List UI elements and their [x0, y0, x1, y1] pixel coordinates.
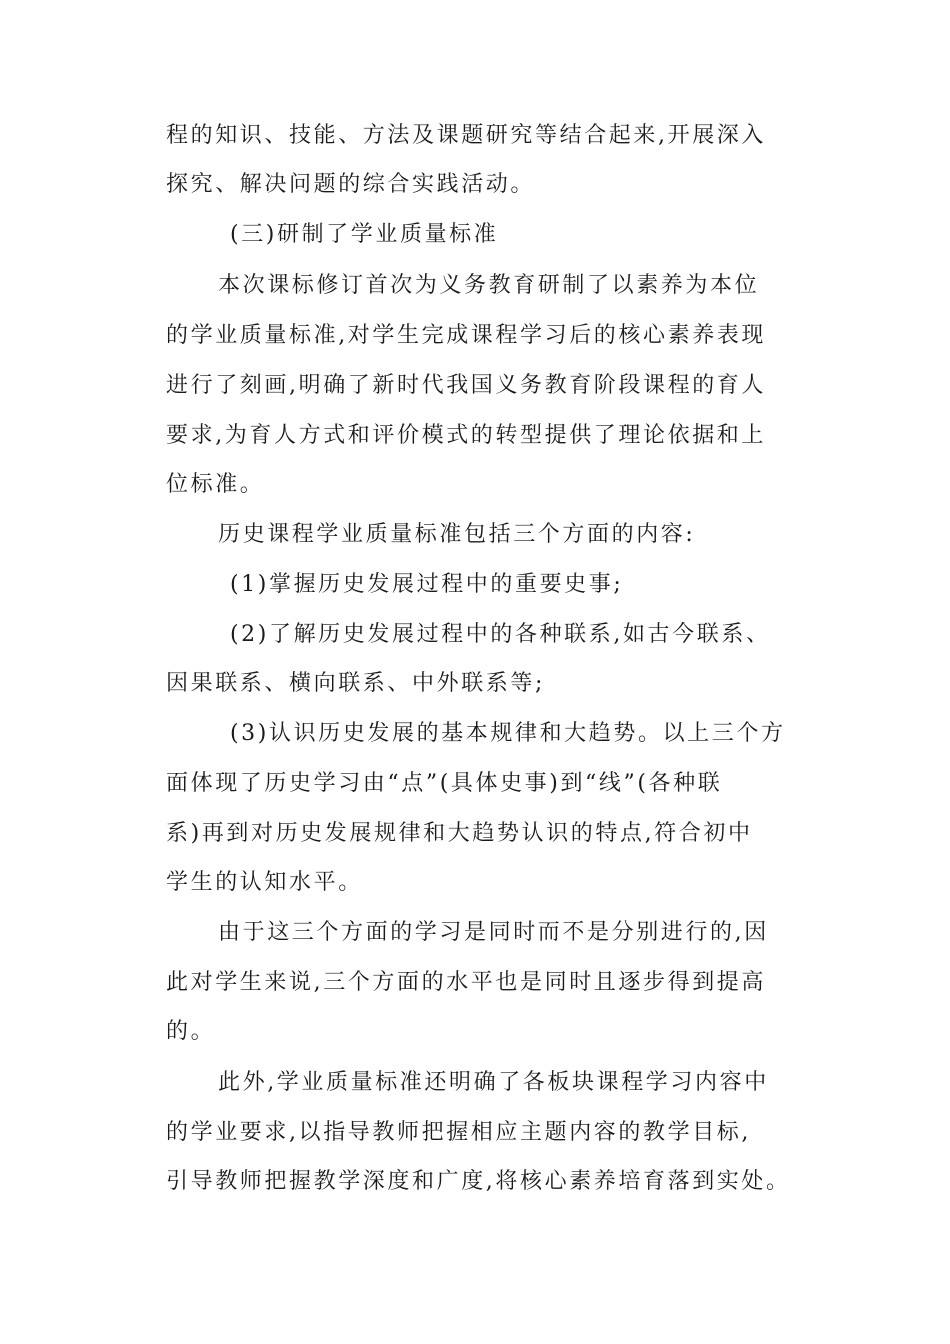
list-item: (2)了解历史发展过程中的各种联系,如古今联系、 [230, 622, 771, 647]
text-line: 学生的认知水平。 [166, 870, 363, 895]
text-line: 由于这三个方面的学习是同时而不是分别进行的,因 [218, 920, 769, 945]
section-heading: (三)研制了学业质量标准 [230, 222, 499, 247]
text-line: 要求,为育人方式和评价模式的转型提供了理论依据和上 [166, 423, 766, 448]
text-line: 本次课标修订首次为义务教育研制了以素养为本位 [218, 273, 760, 298]
text-line: 面体现了历史学习由“点”(具体史事)到“线”(各种联 [166, 771, 723, 796]
text-line: 探究、解决问题的综合实践活动。 [166, 172, 536, 197]
text-line: 系)再到对历史发展规律和大趋势认识的特点,符合初中 [166, 821, 753, 846]
text-line: 进行了刻画,明确了新时代我国义务教育阶段课程的育人 [166, 373, 766, 398]
text-line: 因果联系、横向联系、中外联系等; [166, 671, 546, 696]
text-line: 的学业要求,以指导教师把握相应主题内容的教学目标, [166, 1120, 751, 1145]
text-line: 的。 [166, 1019, 216, 1044]
text-line: 此外,学业质量标准还明确了各板块课程学习内容中 [218, 1070, 769, 1095]
text-line: 此对学生来说,三个方面的水平也是同时且逐步得到提高 [166, 970, 766, 995]
text-line: 引导教师把握教学深度和广度,将核心素养培育落到实处。 [166, 1169, 791, 1194]
text-line: 的学业质量标准,对学生完成课程学习后的核心素养表现 [166, 323, 766, 348]
text-line: 程的知识、技能、方法及课题研究等结合起来,开展深入 [166, 123, 766, 148]
list-item: (1)掌握历史发展过程中的重要史事; [230, 572, 624, 597]
list-item: (3)认识历史发展的基本规律和大趋势。以上三个方 [230, 721, 786, 746]
text-line: 历史课程学业质量标准包括三个方面的内容: [218, 522, 696, 547]
text-line: 位标准。 [166, 472, 265, 497]
